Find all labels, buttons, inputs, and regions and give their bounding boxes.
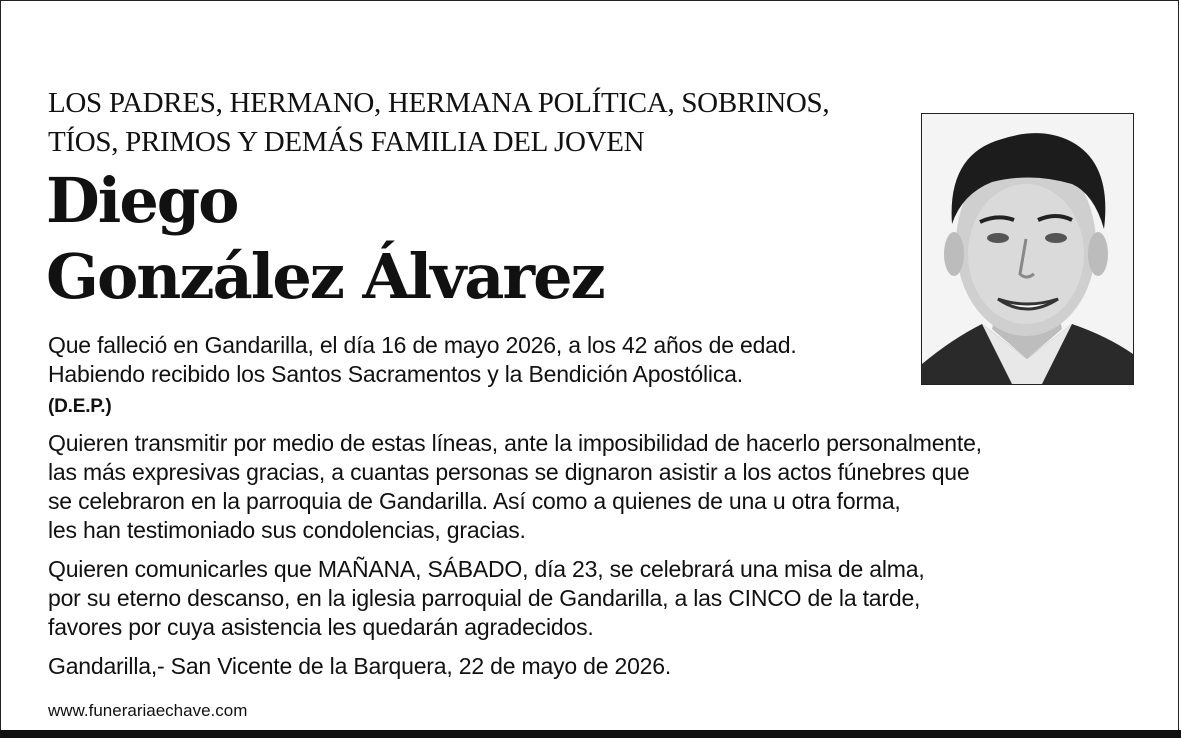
mass-paragraph [48, 555, 1148, 642]
thanks-line: Quieren transmitir por medio de estas líneas, ante la imposibilidad de hacerlo personalmente, [48, 430, 982, 456]
deceased-name [46, 163, 604, 315]
mass-line: Quieren comunicarles que MAÑANA, SÁBADO, día 23, se celebrará una misa de alma, [48, 556, 925, 582]
first-name: Diego [46, 164, 238, 237]
notice-body [48, 331, 1148, 681]
mass-line: por su eterno descanso, en la iglesia parroquial de Gandarilla, a las CINCO de la tarde, [48, 585, 921, 611]
bottom-rule [0, 730, 1181, 738]
intro-line: LOS PADRES, HERMANO, HERMANA POLÍTICA, SOBRINOS, [48, 87, 830, 119]
family-intro [48, 84, 908, 162]
death-line: Que falleció en Gandarilla, el día 16 de mayo 2026, a los 42 años de edad. [48, 332, 797, 358]
mass-line: favores por cuya asistencia les quedarán agradecidos. [48, 614, 594, 640]
intro-line: TÍOS, PRIMOS Y DEMÁS FAMILIA DEL JOVEN [48, 126, 645, 158]
thanks-line: las más expresivas gracias, a cuantas personas se dignaron asistir a los actos fúnebres que [48, 459, 970, 485]
thanks-line: se celebraron en la parroquia de Gandarilla. Así como a quienes de una u otra forma, [48, 488, 901, 514]
thanks-paragraph [48, 429, 1148, 545]
rip-label: (D.E.P.) [48, 396, 112, 417]
death-details [48, 331, 1148, 389]
thanks-line: les han testimoniado sus condolencias, gracias. [48, 517, 526, 543]
funeral-home-website[interactable]: www.funerariaechave.com [48, 701, 248, 720]
surnames: González Álvarez [46, 240, 604, 313]
place-date: Gandarilla,- San Vicente de la Barquera, 22 de mayo de 2026. [48, 653, 672, 679]
death-line: Habiendo recibido los Santos Sacramentos y la Bendición Apostólica. [48, 361, 743, 387]
